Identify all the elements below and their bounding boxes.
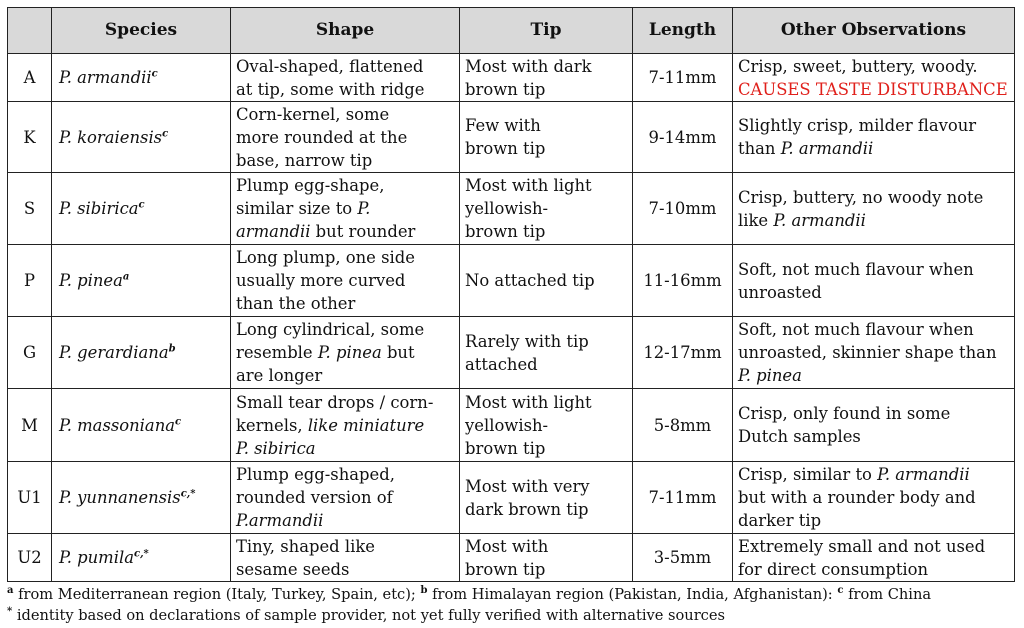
obs-species: P. armandii xyxy=(780,139,874,158)
obs-species: P. armandii xyxy=(877,465,970,484)
header-length: Length xyxy=(633,8,733,54)
obs-line: Soft, not much flavour when xyxy=(738,259,974,279)
row-species xyxy=(52,173,231,245)
shape-line: rounded version of xyxy=(236,488,393,507)
shape-species: P.armandii xyxy=(236,511,324,530)
obs-line: darker tip xyxy=(738,511,822,530)
row-code: M xyxy=(8,389,52,462)
species-name: P. pinea xyxy=(59,271,123,290)
obs-text: than xyxy=(738,139,781,158)
table-row xyxy=(8,389,1015,462)
shape-text: but rounder xyxy=(310,222,416,241)
species-name: P. yunnanensis xyxy=(59,488,181,507)
row-species xyxy=(52,534,231,582)
row-length: 7-11mm xyxy=(633,54,733,102)
row-observations xyxy=(733,54,1015,102)
footnote-mark: c xyxy=(837,585,844,597)
shape-italic: like miniature xyxy=(307,415,425,435)
shape-line: at tip, some with ridge xyxy=(236,79,425,99)
row-code: S xyxy=(8,173,52,245)
species-name: P. massoniana xyxy=(59,415,176,435)
tip-line: No attached tip xyxy=(465,271,595,290)
row-shape xyxy=(231,54,460,102)
obs-line: but with a rounder body and xyxy=(738,488,976,507)
tip-line: Most with dark xyxy=(465,56,592,76)
obs-line: Slightly crisp, milder flavour xyxy=(738,116,977,135)
footnote-mark: a xyxy=(7,585,14,597)
tip-line: brown tip xyxy=(465,222,546,241)
table-row xyxy=(8,102,1015,173)
tip-line: brown tip xyxy=(465,139,546,158)
tip-line: yellowish- xyxy=(465,199,549,218)
obs-text: Crisp, similar to xyxy=(738,465,878,484)
row-tip xyxy=(460,173,633,245)
obs-line: Dutch samples xyxy=(738,427,861,446)
row-tip xyxy=(460,102,633,173)
shape-line: Oval-shaped, flattened xyxy=(236,56,424,76)
row-observations xyxy=(733,317,1015,389)
row-length: 7-10mm xyxy=(633,173,733,245)
shape-line: sesame seeds xyxy=(236,559,350,579)
obs-line: Extremely small and not used xyxy=(738,536,986,556)
row-tip xyxy=(460,317,633,389)
row-length: 5-8mm xyxy=(633,389,733,462)
pine-nut-species-table xyxy=(7,7,1015,582)
header-code xyxy=(8,8,52,54)
species-name: P. sibirica xyxy=(59,199,139,218)
table-row xyxy=(8,54,1015,102)
taste-warning: CAUSES TASTE DISTURBANCE xyxy=(738,79,1008,99)
obs-line: unroasted, skinnier shape than xyxy=(738,343,997,362)
obs-line: for direct consumption xyxy=(738,559,929,579)
row-tip xyxy=(460,389,633,462)
header-observations: Other Observations xyxy=(733,8,1015,54)
row-code: U2 xyxy=(8,534,52,582)
obs-line: Crisp, only found in some xyxy=(738,404,951,423)
shape-line: Long plump, one side xyxy=(236,248,415,267)
tip-line: Most with xyxy=(465,536,549,556)
shape-species: P. pinea xyxy=(317,343,382,362)
row-shape xyxy=(231,245,460,317)
row-shape xyxy=(231,102,460,173)
tip-line: Most with very xyxy=(465,476,590,496)
row-species xyxy=(52,317,231,389)
row-length: 7-11mm xyxy=(633,462,733,534)
shape-line: are longer xyxy=(236,366,323,385)
row-length: 3-5mm xyxy=(633,534,733,582)
tip-line: yellowish- xyxy=(465,415,549,435)
origin-footnote-mark: c xyxy=(138,199,145,211)
tip-line: Most with light xyxy=(465,176,592,195)
species-name: P. pumila xyxy=(59,548,134,567)
row-code: K xyxy=(8,102,52,173)
row-observations xyxy=(733,462,1015,534)
origin-footnote-mark: c xyxy=(162,128,169,140)
row-tip xyxy=(460,462,633,534)
row-shape xyxy=(231,173,460,245)
tip-line: dark brown tip xyxy=(465,499,589,519)
tip-line: Few with xyxy=(465,116,541,135)
origin-footnote-mark: b xyxy=(168,343,176,355)
shape-text: but xyxy=(381,343,415,362)
row-tip xyxy=(460,245,633,317)
row-code: A xyxy=(8,54,52,102)
footnote-origin-line xyxy=(7,584,1017,605)
origin-footnote-mark: c xyxy=(151,68,158,80)
footnote-text: from China xyxy=(843,586,932,603)
row-observations xyxy=(733,102,1015,173)
shape-line: base, narrow tip xyxy=(236,150,373,170)
shape-line: Tiny, shaped like xyxy=(236,536,375,556)
tip-line: attached xyxy=(465,354,538,374)
row-species xyxy=(52,462,231,534)
origin-footnote-mark: c xyxy=(175,416,182,428)
table-row xyxy=(8,317,1015,389)
footnote-text: identity based on declarations of sample provider, not yet fully verified with alternative sources xyxy=(12,607,725,624)
row-length: 9-14mm xyxy=(633,102,733,173)
shape-line: Corn-kernel, some xyxy=(236,104,390,124)
row-shape xyxy=(231,534,460,582)
footnote-mark: b xyxy=(420,585,428,597)
header-tip: Tip xyxy=(460,8,633,54)
origin-footnote-mark: c,* xyxy=(133,548,149,560)
row-shape xyxy=(231,317,460,389)
footnote-text: from Himalayan region (Pakistan, India, Afghanistan): xyxy=(427,586,838,603)
row-tip xyxy=(460,534,633,582)
shape-species: P. sibirica xyxy=(236,438,316,458)
row-shape xyxy=(231,389,460,462)
species-name: P. armandii xyxy=(59,68,152,87)
shape-line: more rounded at the xyxy=(236,127,408,147)
table-row xyxy=(8,534,1015,582)
footnote-identity-line xyxy=(7,605,1017,626)
row-species xyxy=(52,245,231,317)
species-name: P. gerardiana xyxy=(59,343,169,362)
row-shape xyxy=(231,462,460,534)
obs-line: Soft, not much flavour when xyxy=(738,320,974,339)
table-row xyxy=(8,173,1015,245)
row-observations xyxy=(733,173,1015,245)
row-observations xyxy=(733,245,1015,317)
footnote-mark: * xyxy=(7,606,13,618)
shape-line: Long cylindrical, some xyxy=(236,320,425,339)
shape-line: Plump egg-shaped, xyxy=(236,465,395,484)
obs-text: like xyxy=(738,210,774,230)
header-species: Species xyxy=(52,8,231,54)
obs-line: unroasted xyxy=(738,282,822,302)
row-observations xyxy=(733,389,1015,462)
footnote-text: from Mediterranean region (Italy, Turkey, Spain, etc); xyxy=(13,586,421,603)
row-length: 12-17mm xyxy=(633,317,733,389)
shape-text: similar size to xyxy=(236,199,358,218)
row-code: G xyxy=(8,317,52,389)
row-species xyxy=(52,389,231,462)
tip-line: brown tip xyxy=(465,438,546,458)
shape-species: P. xyxy=(357,199,371,218)
origin-footnote-mark: a xyxy=(122,271,130,283)
table-row xyxy=(8,462,1015,534)
shape-species: armandii xyxy=(236,222,311,241)
shape-line: than the other xyxy=(236,294,356,313)
header-shape: Shape xyxy=(231,8,460,54)
obs-line: Crisp, sweet, buttery, woody. xyxy=(738,56,978,76)
obs-line: Crisp, buttery, no woody note xyxy=(738,187,984,207)
obs-species: P. armandii xyxy=(773,210,866,230)
table-row xyxy=(8,245,1015,317)
tip-line: Rarely with tip xyxy=(465,331,589,351)
obs-species: P. pinea xyxy=(738,366,802,385)
shape-text: resemble xyxy=(236,343,318,362)
tip-line: brown tip xyxy=(465,559,546,579)
shape-text: kernels, xyxy=(236,415,308,435)
header-row xyxy=(8,8,1015,54)
row-species xyxy=(52,102,231,173)
tip-line: brown tip xyxy=(465,79,546,99)
table-footnotes xyxy=(7,584,1017,626)
row-observations xyxy=(733,534,1015,582)
species-name: P. koraiensis xyxy=(59,127,163,147)
shape-line: Small tear drops / corn- xyxy=(236,392,434,412)
row-code: U1 xyxy=(8,462,52,534)
row-species xyxy=(52,54,231,102)
row-code: P xyxy=(8,245,52,317)
shape-line: Plump egg-shape, xyxy=(236,176,385,195)
tip-line: Most with light xyxy=(465,392,592,412)
origin-footnote-mark: c,* xyxy=(180,488,196,500)
shape-line: usually more curved xyxy=(236,271,406,290)
row-tip xyxy=(460,54,633,102)
row-length: 11-16mm xyxy=(633,245,733,317)
